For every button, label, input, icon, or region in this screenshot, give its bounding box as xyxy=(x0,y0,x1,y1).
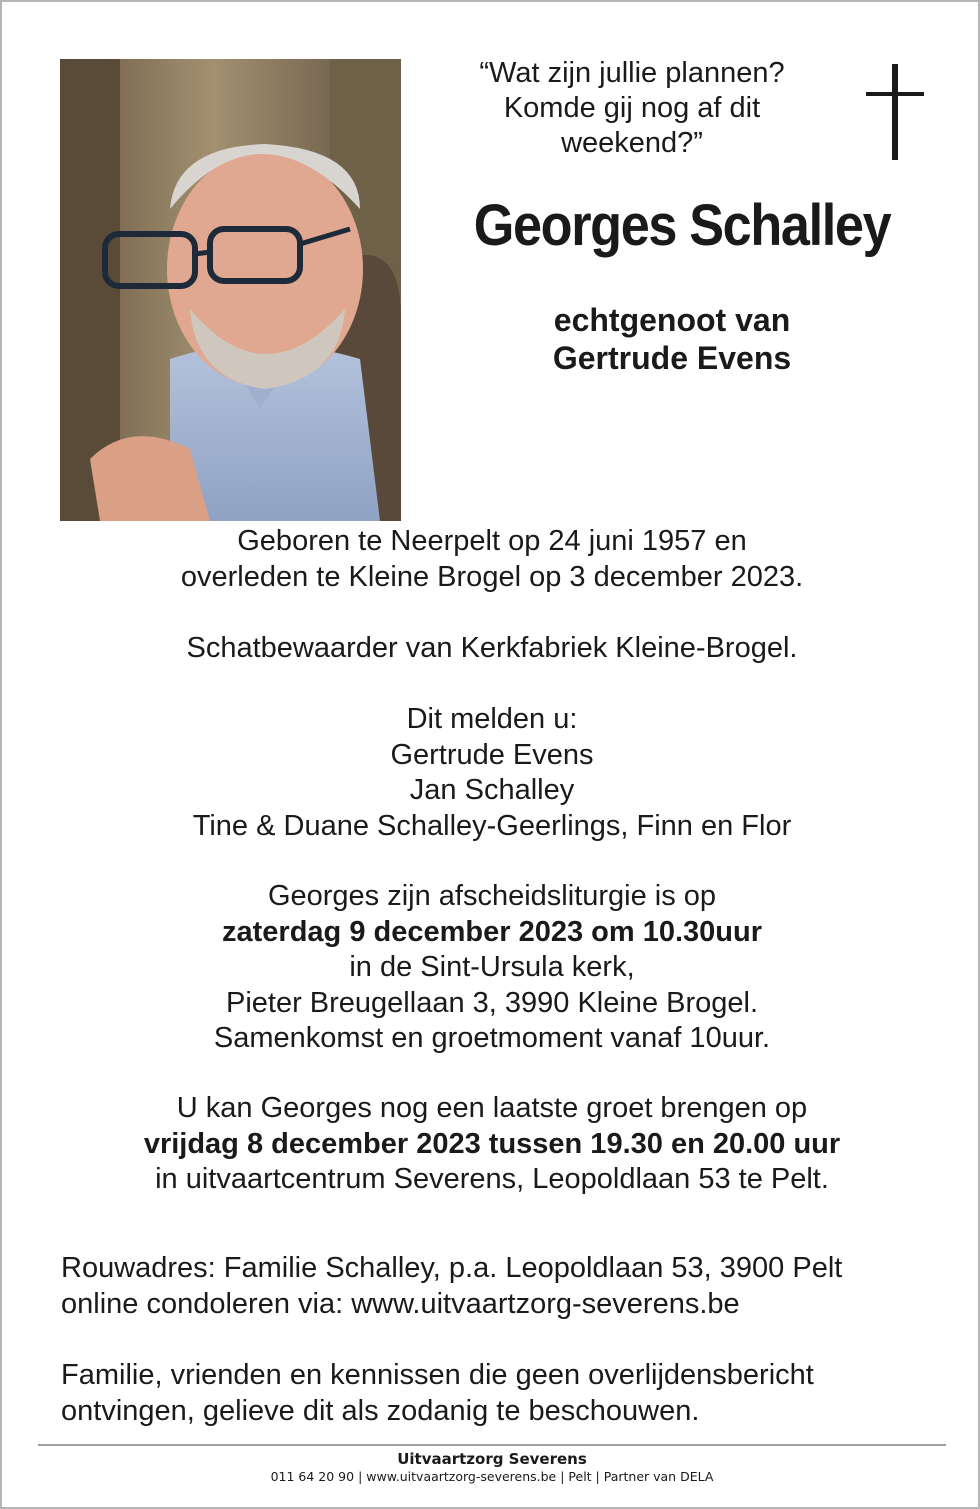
role-info xyxy=(2,631,980,667)
announcers xyxy=(2,702,980,844)
portrait-image xyxy=(60,59,401,521)
online-condolence[interactable]: online condoleren via: www.uitvaartzorg-severens.be xyxy=(61,1287,740,1320)
liturgy-address: Pieter Breugellaan 3, 3990 Kleine Brogel. xyxy=(225,986,759,1019)
visit-date: vrijdag 8 december 2023 tussen 19.30 en 20.00 uur xyxy=(143,1127,841,1160)
visitation-info xyxy=(2,1091,980,1198)
notice xyxy=(61,1358,961,1429)
footer-divider xyxy=(38,1444,946,1446)
liturgy-info xyxy=(2,879,980,1057)
deceased-name: Georges Schalley xyxy=(473,193,891,258)
announcer-name: Gertrude Evens xyxy=(390,738,594,771)
quote-line: Komde gij nog af dit xyxy=(503,92,761,124)
notice-line: ontvingen, gelieve dit als zodanig te beschouwen. xyxy=(61,1394,700,1427)
quote-line: weekend?” xyxy=(561,127,703,159)
announcer-name: Tine & Duane Schalley-Geerlings, Finn en Flor xyxy=(192,809,792,842)
visit-location: in uitvaartcentrum Severens, Leopoldlaan 53 te Pelt. xyxy=(155,1163,829,1195)
death-line: overleden te Kleine Brogel op 3 december 2023. xyxy=(180,560,804,593)
footer-contact: 011 64 20 90 | www.uitvaartzorg-severens.be | Pelt | Partner van DELA xyxy=(270,1469,714,1484)
spouse-relation: echtgenoot van xyxy=(553,302,791,338)
quote-line: “Wat zijn jullie plannen? xyxy=(479,57,785,89)
birth-line: Geboren te Neerpelt op 24 juni 1957 en xyxy=(237,525,747,557)
liturgy-gathering: Samenkomst en groetmoment vanaf 10uur. xyxy=(213,1022,771,1054)
contact-info xyxy=(61,1251,961,1322)
spouse-line xyxy=(472,301,872,377)
cross-icon xyxy=(866,64,924,160)
spouse-name: Gertrude Evens xyxy=(552,340,792,376)
notice-line: Familie, vrienden en kennissen die geen overlijdensbericht xyxy=(61,1359,814,1391)
mourning-address: Rouwadres: Familie Schalley, p.a. Leopoldlaan 53, 3900 Pelt xyxy=(61,1252,843,1284)
portrait-photo xyxy=(60,59,401,521)
visit-intro: U kan Georges nog een laatste groet brengen op xyxy=(176,1092,808,1124)
role-line: Schatbewaarder van Kerkfabriek Kleine-Brogel. xyxy=(186,632,798,664)
announcer-name: Jan Schalley xyxy=(409,774,575,806)
liturgy-church: in de Sint-Ursula kerk, xyxy=(349,951,635,983)
liturgy-date: zaterdag 9 december 2023 om 10.30uur xyxy=(222,915,762,948)
birth-death-info xyxy=(2,524,980,595)
announcers-intro: Dit melden u: xyxy=(406,703,578,735)
liturgy-intro: Georges zijn afscheidsliturgie is op xyxy=(267,880,717,912)
quote xyxy=(442,56,822,161)
footer-title: Uitvaartzorg Severens xyxy=(397,1450,587,1468)
